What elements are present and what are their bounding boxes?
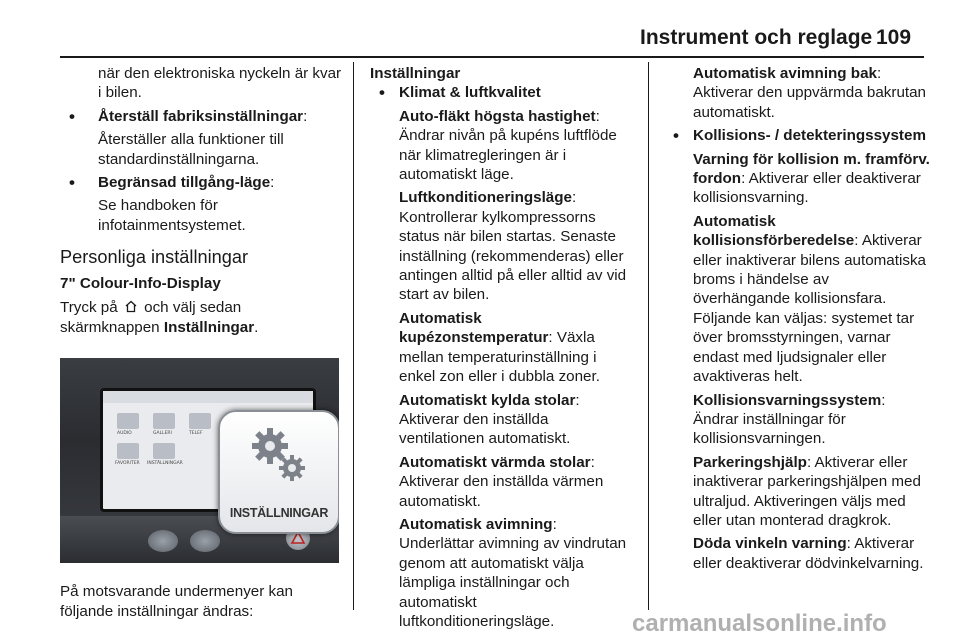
favorites-app-icon [117, 443, 139, 459]
header-rule [60, 56, 924, 58]
bullet-desc: Återställer alla funktioner till standardinställningarna. [98, 131, 284, 168]
screen-status-bar [103, 391, 313, 403]
setting-item: Luftkonditioneringsläge: Kontrollerar kylkompressorns status när bilen startas. Senaste inställning (rekommenderas) eller antingen alltid på eller alltid av vid start av bilen. [399, 189, 627, 304]
gallery-app-icon [153, 413, 175, 429]
bullet-title: Kollisions- / detekteringssystem [693, 127, 926, 145]
settings-app-icon [153, 443, 175, 459]
watermark: carmanualsonline.info [632, 610, 887, 637]
column-3 [664, 64, 930, 573]
audio-app-icon [117, 413, 139, 429]
intro-text: när den elektroniska nyckeln är kvar i bilen. [98, 65, 342, 102]
column-divider-right [648, 62, 649, 610]
page-number: 109 [876, 26, 912, 49]
subsection-title: 7" Colour-Info-Display [60, 275, 221, 293]
bullet-factory-reset: • Återställ fabriksinställningar: Återställer alla funktioner till standardinställningarna. [60, 107, 342, 169]
outro-text: På motsvarande undermenyer kan följande inställningar ändras: [60, 583, 294, 620]
bullet-climate [370, 83, 636, 631]
page-header-title: Instrument och reglage [640, 26, 873, 49]
setting-item: Automatisk kollisionsförberedelse: Aktiverar eller inaktiverar bilens automatiska broms i händelse av överhängande kollisionsfara. Följande kan väljas: systemet tar över bromsstyrningen, varnar endast med ljudsignaler eller avaktiveras helt. [693, 212, 926, 386]
column-2 [370, 64, 636, 631]
section-title: Personliga inställningar [60, 247, 249, 268]
instruction-text: Tryck på och välj sedan skärmknappen Inställningar. [60, 298, 259, 337]
settings-callout [218, 410, 339, 534]
callout-label: INSTÄLLNINGAR [229, 506, 329, 521]
bullet-limited-access: • Begränsad tillgång-läge: Se handboken för infotainmentsystemet. [60, 173, 342, 235]
phone-app-icon [189, 413, 211, 429]
bullet-desc: Se handboken för infotainmentsystemet. [98, 197, 246, 234]
bullet-dot: • [379, 83, 385, 103]
bullet-term: Begränsad tillgång-läge [98, 174, 271, 192]
setting-item: Automatisk kupézonstemperatur: Växla mellan temperaturinställning i enkel zon eller i dubbla zoner. [399, 309, 600, 386]
bullet-dot: • [673, 126, 679, 146]
bullet-title: Klimat & luftkvalitet [399, 84, 541, 102]
setting-item: Kollisionsvarningssystem: Ändrar inställningar för kollisionsvarningen. [693, 391, 886, 448]
bullet-term: Återställ fabriksinställningar [98, 107, 304, 125]
gears-icon [248, 424, 310, 486]
settings-heading: Inställningar [370, 65, 461, 82]
setting-item: Automatisk avimning bak: Aktiverar den uppvärmda bakrutan automatiskt. [693, 65, 927, 121]
display-screen: AUDIO GALLERI TELEF FAVORITER INSTÄLLNINGAR [100, 388, 316, 512]
column-divider-left [353, 62, 354, 610]
setting-item: Varning för kollision m. framförv. fordon: Aktiverar eller deaktiverar kollisionsvarning. [693, 150, 930, 207]
setting-item: Parkeringshjälp: Aktiverar eller inaktiverar parkeringshjälpen med ultraljud. Aktiveringen väljs med eller utan monterad dragkrok. [693, 453, 921, 529]
bullet-collision [664, 126, 930, 573]
setting-item: Döda vinkeln varning: Aktiverar eller deaktiverar dödvinkelvarning. [693, 535, 924, 572]
infotainment-photo [60, 358, 339, 563]
bullet-dot: • [69, 173, 75, 193]
column-1 [60, 64, 342, 621]
home-icon [124, 299, 138, 318]
setting-item: Automatiskt kylda stolar: Aktiverar den inställda ventilationen automatiskt. [399, 391, 580, 448]
setting-item: Auto-fläkt högsta hastighet: Ändrar nivån på kupéns luftflöde när klimatregleringen är i automatiskt läge. [399, 107, 617, 184]
bullet-dot: • [69, 106, 75, 126]
setting-item: Automatiskt värmda stolar: Aktiverar den inställda värmen automatiskt. [399, 453, 604, 510]
setting-item: Automatisk avimning: Underlättar avimning av vindrutan genom att automatiskt välja lämpliga inställningar och automatiskt luftkonditioneringsläge. [399, 515, 627, 630]
